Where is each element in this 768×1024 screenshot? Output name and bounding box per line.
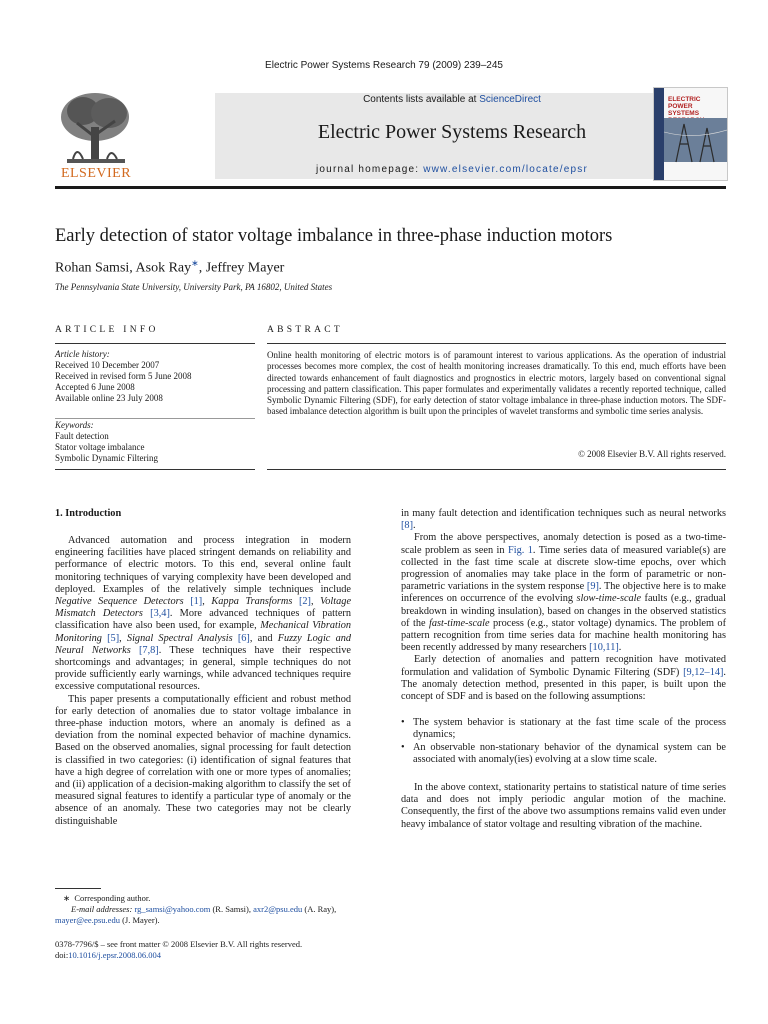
history-item: Received 10 December 2007 [55,360,160,371]
citation-link[interactable]: [5] [107,632,120,644]
divider [55,469,255,470]
homepage-link[interactable]: www.elsevier.com/locate/epsr [423,164,588,175]
email-link[interactable]: axr2@psu.edu [253,904,303,914]
email-link[interactable]: mayer@ee.psu.edu [55,915,120,925]
citation-link[interactable]: [7,8] [139,644,159,656]
list-item: • An observable non-stationary behavior of the dynamical system can be associated with anomaly(ies) evolving at a slow time scale. [401,742,726,766]
divider [267,343,726,344]
copyright: © 2008 Elsevier B.V. All rights reserved. [578,449,726,459]
paragraph: Advanced automation and process integration in modern engineering facilities have placed stringent demands on reliability and performance of electric motors. To this end, several online fault monitoring techniques of varying complexity have been developed and deployed. Examples of the relatively simple techniques include Negative Sequence Detectors [1], Kappa Transforms [2], Voltage Mismatch Detectors [3,4]. More advanced techniques of pattern classification have also been used, for example, Mechanical Vibration Monitoring [5], Signal Spectral Analysis [6], and Fuzzy Logic and Neural Networks [7,8]. These techniques have their respective shortcomings and advantages; in general, simple techniques do not provide sufficiently early warnings, while advanced techniques require excessive computational resources. [55,535,352,693]
paragraph: This paper presents a computationally efficient and robust method for early detection of anomalies due to stator voltage imbalance in three-phase induction motors, where an anomaly is defined as a deviation from the nominal expected behavior of machine dynamics. Based on the observed anomalies, signal processing for fault detection is classified in two categories: (i) identification of signal features that have a high degree of correlation with one or more types of anomalies; and (ii) application of a decision-making algorithm to classify the set of measured signal features to identify a particular type of anomaly or the absence of an anomaly. These two categories may not be clearly distinguishable [55,693,351,827]
divider [267,469,726,470]
contents-prefix: Contents lists available at [363,94,480,105]
list-item: • The system behavior is stationary at the fast time scale of the process dynamics; [401,717,726,741]
citation-link[interactable]: [8] [401,520,414,532]
contents-line [215,94,689,105]
figure-link[interactable]: Fig. 1 [508,544,533,556]
divider [55,418,255,419]
journal-cover-thumbnail [653,87,728,181]
author-name: Rohan Samsi, [55,260,136,276]
paragraph: in many fault detection and identification techniques such as neural networks [8]. [401,508,726,532]
publisher-wordmark: ELSEVIER [60,166,132,181]
citation-link[interactable]: [9,12–14] [683,666,724,678]
paragraph: From the above perspectives, anomaly detection is posed as a two-time-scale problem as seen in Fig. 1. Time series data of measured variable(s) are collected in the fast time scale at discrete slow-time epochs, over which progression of anomalies may take place in the form of parametric or non-parametric variations in the system response [9]. The objective here is to make inferences on occurrence of the evolving slow-time-scale faults (e.g., gradual breakdown in winding insulation), based on changes in the observed statistics of the fast-time-scale process (e.g., stator voltage) dynamics. The problem of pattern recognition from time series data for machine health monitoring has been recently addressed by many researchers [10,11]. [401,532,726,654]
paragraph: In the above context, stationarity pertains to statistical nature of time series data and does not imply periodic angular motion of the machine. Consequently, the first of the above two assumptions remains valid even under heavy imbalance of stator voltage and resulting vibration of the machine. [401,782,726,830]
abstract-heading: ABSTRACT [267,325,344,335]
citation-link[interactable]: [6] [237,632,250,644]
footnote: ∗ Corresponding author. E-mail addresses: rg_samsi@yahoo.com (R. Samsi), axr2@psu.edu (A. Ray), mayer@ee.psu.edu (J. Mayer). [55,893,337,925]
history-label: Article history: [55,349,110,359]
journal-homepage [215,164,689,175]
doi-link[interactable]: 10.1016/j.epsr.2008.06.004 [68,950,162,960]
cover-title-line-2: SYSTEMS [668,110,700,117]
email-link[interactable]: rg_samsi@yahoo.com [134,904,211,914]
front-matter: 0378-7796/$ – see front matter © 2008 Elsevier B.V. All rights reserved. doi:10.1016/j.epsr.2008.06.004 [55,939,355,961]
journal-name: Electric Power Systems Research [317,121,587,143]
assumption-list [401,717,726,766]
journal-header-box [215,93,689,179]
corresponding-author-mark[interactable]: ∗ [191,258,199,268]
history-item: Available online 23 July 2008 [55,393,163,404]
article-info-heading: ARTICLE INFO [55,325,159,335]
corresponding-author-note: Corresponding author. [74,893,151,903]
citation-link[interactable]: [1] [190,596,203,608]
body-column-left [55,535,351,828]
issn-line: 0378-7796/$ – see front matter © 2008 Elsevier B.V. All rights reserved. [55,939,303,949]
elsevier-logo [55,87,137,183]
divider [55,343,255,344]
keywords-label: Keywords: [55,420,94,430]
keyword: Fault detection [55,431,109,442]
section-heading: 1. Introduction [55,508,122,519]
power-lines-icon [654,118,727,178]
history-item: Accepted 6 June 2008 [55,382,135,393]
author-name: , Jeffrey Mayer [198,260,285,276]
citation-link[interactable]: [10,11] [589,642,619,654]
citation-link[interactable]: [9] [586,581,599,593]
sciencedirect-link[interactable]: ScienceDirect [479,94,541,105]
journal-masthead [55,87,726,187]
author-name: Asok Ray [135,260,192,276]
citation-link[interactable]: [2] [298,596,311,608]
footnote-rule [55,888,101,889]
article-history [55,349,255,404]
homepage-prefix: journal homepage: [316,164,424,175]
history-item: Received in revised form 5 June 2008 [55,371,192,382]
paper-title: Early detection of stator voltage imbalance in three-phase induction motors [55,226,613,246]
keyword: Stator voltage imbalance [55,442,145,453]
body-column-right [401,508,726,831]
keywords [55,420,255,464]
author-list [55,258,284,277]
header-rule [55,186,726,189]
affiliation: The Pennsylvania State University, University Park, PA 16802, United States [55,282,333,292]
journal-citation: Electric Power Systems Research 79 (2009) 239–245 [265,60,503,71]
paragraph: Early detection of anomalies and pattern recognition have motivated formulation and validation of Symbolic Dynamic Filtering (SDF) [9,12–14]. The anomaly detection method, presented in this paper, is built upon the concept of SDF and is based on the following assumptions: [401,654,726,703]
citation-link[interactable]: [3,4] [150,608,170,620]
keyword: Symbolic Dynamic Filtering [55,453,158,464]
abstract-text: Online health monitoring of electric motors is of paramount interest to various applications. As the operation of industrial processes becomes more complex, the cost of health monitoring increases dramatically. To this end, much efforts have been directed towards enhancement of fault diagnostics and prognostics in electric motors, largely based on conventional signal processing and pattern classification. This paper formulates and experimentally validates a recently reported technique, called Symbolic Dynamic Filtering (SDF), for early detection of stator voltage imbalance in three-phase induction motors. The SDF-based imbalance detection algorithm is built upon the principles of wavelet transforms and symbolic time series analysis. [267,350,726,417]
cover-title-line-1: ELECTRIC POWER [668,96,701,110]
